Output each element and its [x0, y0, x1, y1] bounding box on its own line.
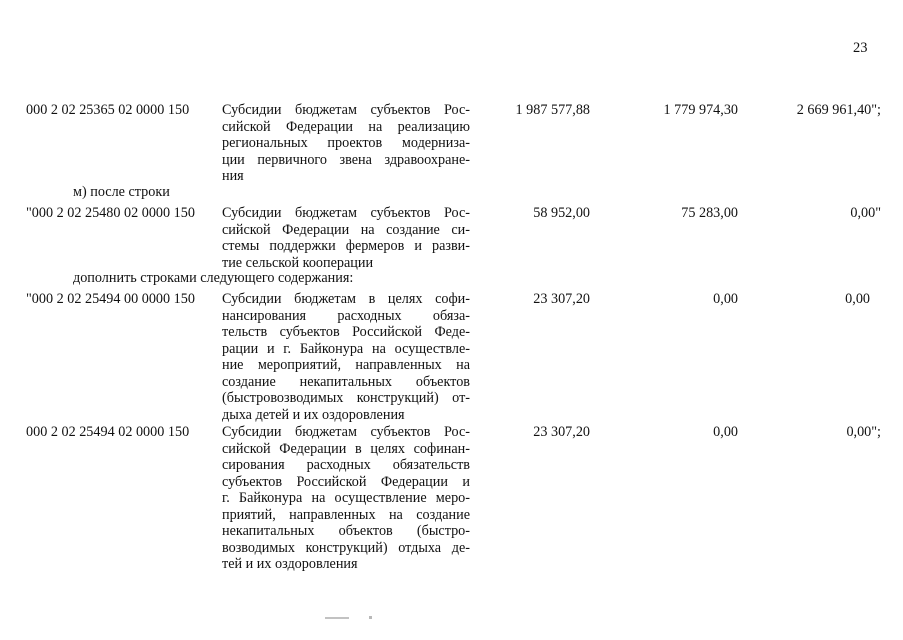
description-line: рации и г. Байконура на осуществле-: [222, 340, 470, 357]
row-description: [222, 102, 470, 185]
description-line: возводимых конструкций) отдыха де-: [222, 539, 470, 556]
description-line: ции первичного звена здравоохране-: [222, 151, 470, 168]
value-year-3: 0,00";: [846, 424, 881, 440]
description-line: создание некапитальных объектов: [222, 373, 470, 390]
value-year-2: 0,00: [713, 424, 738, 440]
description-line: Субсидии бюджетам субъектов Рос-: [222, 102, 470, 118]
description-line: сирования расходных обязательств: [222, 457, 470, 473]
row-code: "000 2 02 25480 02 0000 150: [26, 205, 195, 221]
description-line: (быстровозводимых конструкций) от-: [222, 390, 470, 406]
description-line: Субсидии бюджетам субъектов Рос-: [222, 205, 470, 221]
description-line: региональных проектов модерниза-: [222, 135, 470, 151]
note-after-row: м) после строки: [73, 184, 170, 200]
description-line: ния: [222, 168, 244, 184]
description-line: г. Байконура на осуществление меро-: [222, 490, 470, 506]
scan-artifact: [325, 617, 349, 619]
row-description: [222, 424, 470, 573]
value-year-2: 0,00: [713, 291, 738, 307]
row-code: 000 2 02 25494 02 0000 150: [26, 424, 190, 440]
row-description: [222, 205, 470, 271]
description-line: сийской Федерации на создание си-: [222, 221, 470, 238]
row-code: "000 2 02 25494 00 0000 150: [26, 291, 195, 307]
description-line: некапитальных объектов (быстро-: [222, 523, 470, 539]
description-line: Субсидии бюджетам в целях софи-: [222, 291, 470, 307]
description-line: субъектов Российской Федерации и: [222, 473, 470, 490]
row-code: 000 2 02 25365 02 0000 150: [26, 102, 190, 118]
value-year-2: 75 283,00: [681, 205, 738, 221]
row-description: [222, 291, 470, 423]
description-line: сийской Федерации в целях софинан-: [222, 440, 470, 457]
description-line: нансирования расходных обяза-: [222, 307, 470, 324]
description-line: тей и их оздоровления: [222, 556, 358, 572]
value-year-3: 0,00": [850, 205, 881, 221]
value-year-1: 58 952,00: [533, 205, 590, 221]
note-supplement: дополнить строками следующего содержания:: [73, 270, 354, 286]
scan-artifact: [369, 616, 372, 619]
value-year-1: 1 987 577,88: [515, 102, 590, 118]
description-line: тельств субъектов Российской Феде-: [222, 324, 470, 340]
description-line: тие сельской кооперации: [222, 254, 374, 271]
value-year-1: 23 307,20: [533, 424, 590, 440]
description-line: стемы поддержки фермеров и разви-: [222, 238, 470, 254]
value-year-3: 2 669 961,40";: [796, 102, 881, 118]
description-line: приятий, направленных на создание: [222, 506, 470, 523]
page-number: 23: [853, 40, 868, 56]
value-year-3: 0,00: [845, 291, 870, 307]
description-line: сийской Федерации на реализацию: [222, 118, 470, 135]
description-line: ние мероприятий, направленных на: [222, 357, 470, 373]
description-line: Субсидии бюджетам субъектов Рос-: [222, 424, 470, 440]
description-line: дыха детей и их оздоровления: [222, 406, 405, 423]
value-year-2: 1 779 974,30: [663, 102, 738, 118]
value-year-1: 23 307,20: [533, 291, 590, 307]
